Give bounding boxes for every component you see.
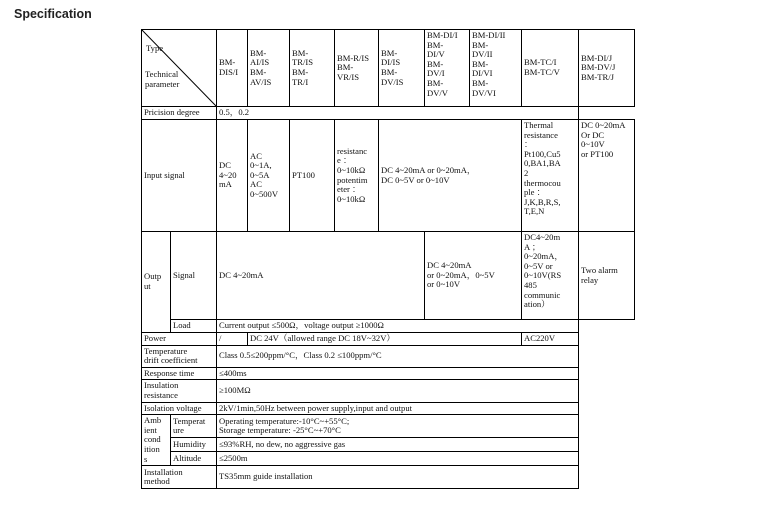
output-signal-label: Signal	[171, 232, 217, 320]
response-value: ≤400ms	[217, 367, 579, 380]
page-heading: Specification	[14, 7, 92, 21]
output-signal-tc: DC4~20m A ； 0~20mA， 0~5V or 0~10V(RS 485 communic ation）	[522, 232, 579, 320]
power-row	[142, 333, 635, 346]
output-signal-dc: DC 4~20mA	[217, 232, 425, 320]
ambient-altitude-label: Altitude	[171, 451, 217, 466]
header-row	[142, 30, 635, 107]
output-group-label: Outp ut	[142, 232, 171, 333]
installation-value: TS35mm guide installation	[217, 466, 579, 489]
model-header-ai-is: BM- AI/IS BM- AV/IS	[248, 30, 290, 107]
precision-row	[142, 107, 635, 120]
specification-table	[141, 29, 635, 489]
insulation-value: ≥100MΩ	[217, 380, 579, 402]
corner-technical-label: Technical parameter	[145, 69, 180, 89]
model-header-di-i: BM-DI/I BM- DI/V BM- DV/I BM- DV/V	[425, 30, 470, 107]
input-signal-dc: DC 4~20mA or 0~20mA， DC 0~5V or 0~10V	[379, 120, 522, 232]
temp-drift-label: Temperature drift coefficient	[142, 345, 217, 367]
model-header-tr-is: BM- TR/IS BM- TR/I	[290, 30, 335, 107]
ambient-temp-row	[142, 415, 635, 438]
input-signal-j: DC 0~20mA Or DC 0~10V or PT100	[579, 120, 635, 232]
input-signal-row	[142, 120, 635, 232]
power-slash: /	[217, 333, 248, 346]
installation-row	[142, 466, 635, 489]
output-signal-relay: Two alarm relay	[579, 232, 635, 320]
model-header-tc: BM-TC/I BM-TC/V	[522, 30, 579, 107]
ambient-label: Amb ient cond ition s	[142, 415, 171, 466]
type-parameter-corner-cell	[142, 30, 217, 107]
temp-drift-row	[142, 345, 635, 367]
model-header-di-is: BM- DI/IS BM- DV/IS	[379, 30, 425, 107]
input-signal-r: resistanc e ： 0~10kΩ potentim eter ： 0~10kΩ	[335, 120, 379, 232]
input-signal-dis: DC 4~20 mA	[217, 120, 248, 232]
ambient-humidity-label: Humidity	[171, 438, 217, 451]
temp-drift-value: Class 0.5≤200ppm/°C，Class 0.2 ≤100ppm/°C	[217, 345, 579, 367]
input-signal-ai: AC 0~1A, 0~5A AC 0~500V	[248, 120, 290, 232]
installation-label: Installation method	[142, 466, 217, 489]
model-header-r-is: BM-R/IS BM- VR/IS	[335, 30, 379, 107]
input-signal-tr: PT100	[290, 120, 335, 232]
output-load-value: Current output ≤500Ω，voltage output ≥1000Ω	[217, 320, 579, 333]
ambient-temp-label: Temperat ure	[171, 415, 217, 438]
input-signal-tc: Thermal resistance ： Pt100,Cu5 0,BA1,BA 2 thermocou ple ： J,K,B,R,S, T,E,N	[522, 120, 579, 232]
diagonal-line	[142, 30, 216, 106]
output-signal-dc-range: DC 4~20mA or 0~20mA，0~5V or 0~10V	[425, 232, 522, 320]
isolation-value: 2kV/1min,50Hz between power supply,input and output	[217, 402, 579, 415]
precision-label: Pricision degree	[142, 107, 217, 120]
power-dc-value: DC 24V（allowed range DC 18V~32V）	[248, 333, 522, 346]
response-row	[142, 367, 635, 380]
output-load-row	[142, 320, 635, 333]
isolation-label: Isolation voltage	[142, 402, 217, 415]
ambient-temp-value: Operating temperature:-10°C~+55°C; Storage temperature: -25°C~+70°C	[217, 415, 579, 438]
insulation-label: Insulation resistance	[142, 380, 217, 402]
power-ac-value: AC220V	[522, 333, 579, 346]
isolation-row	[142, 402, 635, 415]
model-header-di-ii: BM-DI/II BM- DV/II BM- DI/VI BM- DV/VI	[470, 30, 522, 107]
output-signal-row	[142, 232, 635, 320]
model-header-dis-i: BM- DIS/I	[217, 30, 248, 107]
model-header-j: BM-DI/J BM-DV/J BM-TR/J	[579, 30, 635, 107]
input-signal-label: Input signal	[142, 120, 217, 232]
corner-type-label: Type	[146, 43, 164, 53]
ambient-altitude-row	[142, 451, 635, 466]
ambient-humidity-row	[142, 438, 635, 451]
precision-value: 0.5，0.2	[217, 107, 579, 120]
ambient-altitude-value: ≤2500m	[217, 451, 579, 466]
power-label: Power	[142, 333, 217, 346]
output-load-label: Load	[171, 320, 217, 333]
insulation-row	[142, 380, 635, 402]
ambient-humidity-value: ≤93%RH, no dew, no aggressive gas	[217, 438, 579, 451]
response-label: Response time	[142, 367, 217, 380]
